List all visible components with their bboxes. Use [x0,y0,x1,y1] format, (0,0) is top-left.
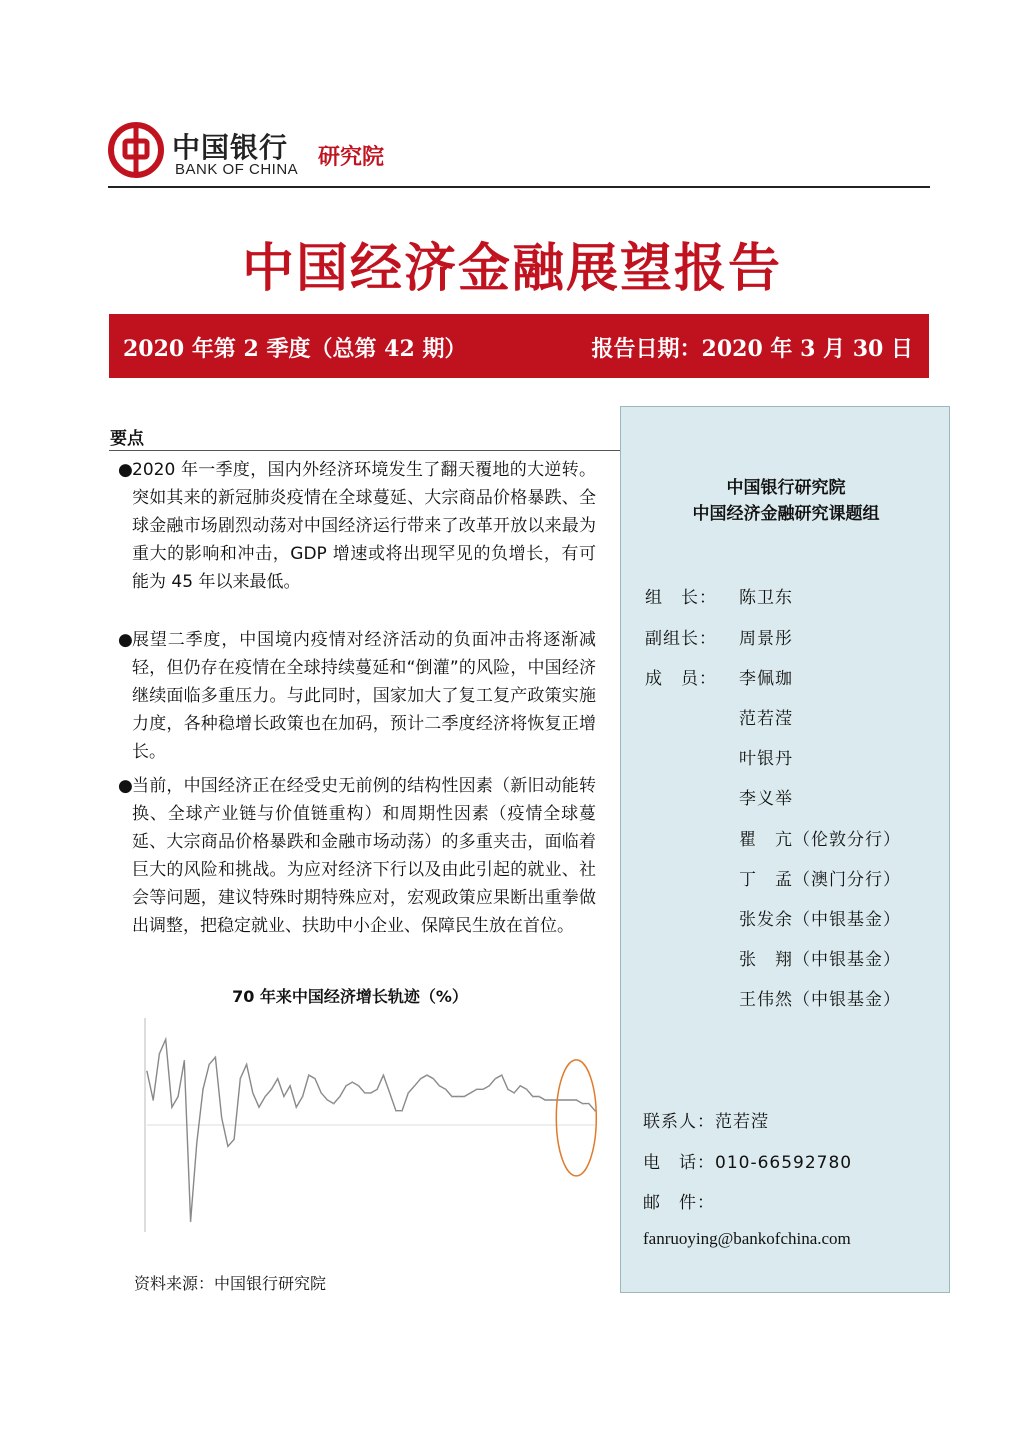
chart-data-point [146,1071,148,1073]
chart-data-point [171,1106,173,1108]
bullet-icon: ● [118,460,133,480]
key-points-divider [109,450,621,451]
logo-chinese-text: 中国银行 [172,131,289,164]
chart-data-point [165,1039,167,1041]
member-name: 李义举 [739,789,793,809]
chart-data-point [426,1074,428,1076]
chart-data-point [302,1096,304,1098]
chart-data-point [519,1085,521,1087]
key-point-item [118,626,596,766]
chart-data-point [420,1078,422,1080]
chart-data-point [370,1092,372,1094]
chart-data-point [563,1099,565,1101]
chart-data-point [159,1053,161,1055]
chart-data-point [383,1074,385,1076]
member-role: 副组长： [645,629,717,649]
key-point-text: 展望二季度，中国境内疫情对经济活动的负面冲击将逐渐减轻，但仍存在疫情在全球持续蔓延和“倒灌”的风险，中国经济继续面临多重压力。与此同时，国家加大了复工复产政策实施力度，各种稳增长政策也在加码，预计二季度经济将恢复正增长。 [132,630,596,762]
chart-data-point [246,1064,248,1066]
chart-data-point [239,1078,241,1080]
chart-data-point [463,1096,465,1098]
member-name: 张发余（中银基金） [739,910,901,930]
chart-source: 资料来源：中国银行研究院 [134,1274,327,1293]
chart-data-point [551,1099,553,1101]
chart-data-point [364,1092,366,1094]
member-name: 陈卫东 [739,588,793,608]
chart-data-point [208,1064,210,1066]
chart-data-point [264,1096,266,1098]
chart-data-point [221,1117,223,1119]
contact-person: 联系人：范若滢 [643,1112,769,1132]
chart-data-point [308,1074,310,1076]
chart-data-point [445,1088,447,1090]
key-point-item [118,772,596,940]
chart-data-point [588,1103,590,1105]
member-name: 周景彤 [739,629,793,649]
chart-series-line [147,1039,595,1221]
member-name: 范若滢 [739,709,793,729]
key-points-heading: 要点 [110,429,144,449]
logo-english-text: BANK OF CHINA [175,161,299,178]
chart-data-point [538,1096,540,1098]
member-name: 叶银丹 [739,749,793,769]
chart-data-point [407,1092,409,1094]
chart-data-point [457,1096,459,1098]
issue-number: 2020 年第 2 季度（总第 42 期） [123,336,467,362]
chart-data-point [432,1078,434,1080]
chart-data-point [532,1096,534,1098]
chart-data-point [389,1092,391,1094]
member-role: 组 长： [645,588,717,608]
chart-data-point [582,1103,584,1105]
chart-data-point [277,1078,279,1080]
chart-data-point [414,1085,416,1087]
contact-phone: 电 话：010-66592780 [643,1153,853,1173]
chart-data-point [488,1085,490,1087]
panel-organization: 中国银行研究院 [726,478,846,498]
research-team-panel [620,406,950,1293]
gdp-growth-chart [125,1010,605,1262]
key-point-item [118,456,596,596]
chart-data-point [439,1085,441,1087]
report-title: 中国经济金融展望报告 [241,239,782,299]
chart-data-point [482,1088,484,1090]
chart-data-point [501,1074,503,1076]
institute-label: 研究院 [318,145,385,170]
issue-banner [109,314,929,378]
chart-data-point [333,1103,335,1105]
chart-data-point [227,1146,229,1148]
chart-data-point [289,1085,291,1087]
bullet-icon: ● [118,776,133,796]
chart-data-point [283,1096,285,1098]
panel-research-group: 中国经济金融研究课题组 [692,504,880,524]
chart-data-point [451,1096,453,1098]
chart-data-point [271,1088,273,1090]
chart-data-point [258,1106,260,1108]
member-name: 瞿 亢（伦敦分行） [739,830,901,850]
chart-data-point [202,1088,204,1090]
member-name: 张 翔（中银基金） [739,950,901,970]
chart-data-point [345,1085,347,1087]
chart-data-point [233,1138,235,1140]
chart-highlight-ellipse [556,1060,596,1176]
report-date: 报告日期：2020 年 3 月 30 日 [591,336,913,362]
chart-data-point [314,1078,316,1080]
bullet-icon: ● [118,630,133,650]
header-divider [108,186,930,188]
chart-data-point [190,1220,192,1222]
chart-data-point [351,1081,353,1083]
chart-data-point [295,1106,297,1108]
chart-data-point [183,1060,185,1062]
chart-data-point [495,1078,497,1080]
chart-data-point [401,1110,403,1112]
contact-email: fanruoying@bankofchina.com [643,1229,851,1248]
chart-data-point [575,1099,577,1101]
chart-data-point [252,1092,254,1094]
chart-data-point [320,1092,322,1094]
chart-data-point [339,1096,341,1098]
chart-data-point [470,1092,472,1094]
chart-data-point [507,1088,509,1090]
member-name: 李佩珈 [739,669,793,689]
chart-data-point [152,1099,154,1101]
member-role: 成 员： [645,669,717,689]
chart-data-point [526,1088,528,1090]
chart-data-point [376,1088,378,1090]
chart-title: 70 年来中国经济增长轨迹（%） [232,987,468,1006]
contact-mail-label: 邮 件： [643,1193,715,1213]
chart-data-point [177,1096,179,1098]
key-point-text: 2020 年一季度，国内外经济环境发生了翻天覆地的大逆转。突如其来的新冠肺炎疫情在全球蔓延、大宗商品价格暴跌、全球金融市场剧烈动荡对中国经济运行带来了改革开放以来最为重大的影响和冲击，GDP 增速或将出现罕见的负增长，有可能为 45 年以来最低。 [132,460,596,592]
chart-data-point [569,1099,571,1101]
chart-data-point [513,1092,515,1094]
chart-data-point [544,1099,546,1101]
chart-data-point [215,1056,217,1058]
member-name: 丁 孟（澳门分行） [739,870,901,890]
chart-data-point [476,1088,478,1090]
key-point-text: 当前，中国经济正在经受史无前例的结构性因素（新旧动能转换、全球产业链与价值链重构）和周期性因素（疫情全球蔓延、大宗商品价格暴跌和金融市场动荡）的多重夹击，面临着巨大的风险和挑战。为应对经济下行以及由此引起的就业、社会等问题，建议特殊时期特殊应对，宏观政策应果断出重拳做出调整，把稳定就业、扶助中小企业、保障民生放在首位。 [132,776,596,936]
chart-data-point [196,1142,198,1144]
chart-data-point [358,1085,360,1087]
bank-of-china-logo [108,122,164,178]
chart-data-point [395,1110,397,1112]
member-name: 王伟然（中银基金） [739,990,901,1010]
chart-data-point [327,1099,329,1101]
